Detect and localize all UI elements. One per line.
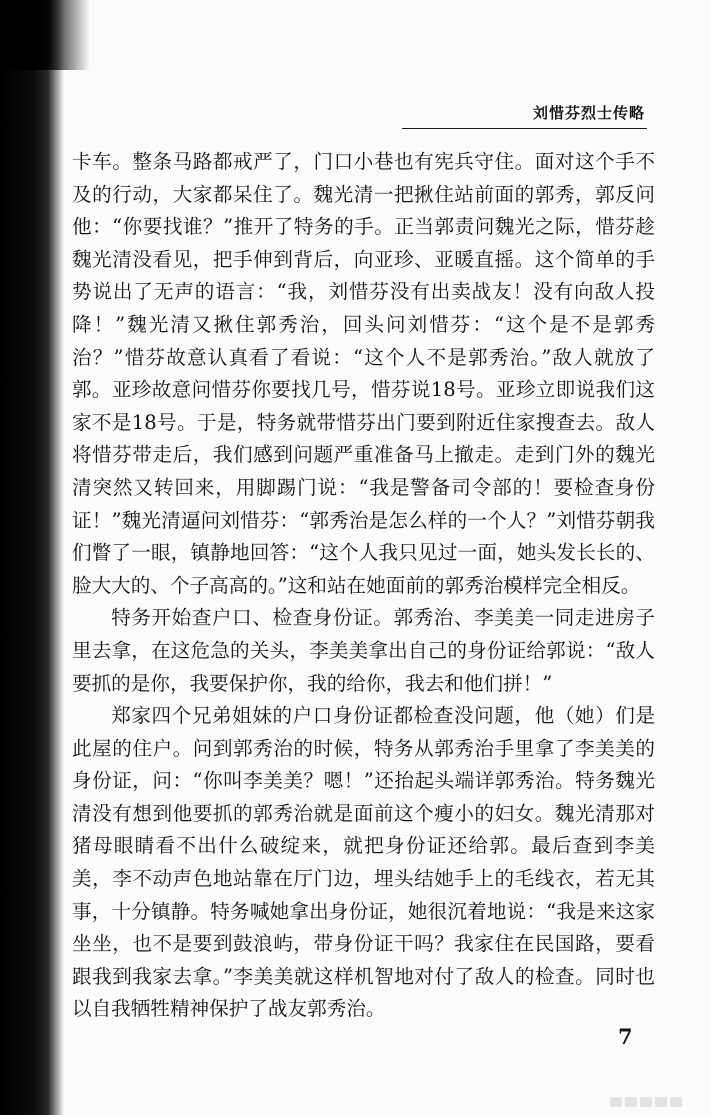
page-number: 7 (618, 1024, 633, 1049)
header-rule (402, 128, 647, 129)
corner-watermark (610, 1092, 700, 1106)
scan-binding-shadow (0, 0, 64, 1115)
paragraph-3: 郑家四个兄弟姐妹的户口身份证都检查没问题，他（她）们是此屋的住户。问到郭秀治的时候，特务从郭秀治手里拿了李美美的身份证，问：“你叫李美美？嗯！”还抬起头端详郭秀治。特务魏光清没有想到他要抓的郭秀治就是面前这个瘦小的妇女。魏光清那对猪母眼睛看不出什么破绽来，就把身份证还给郭。最后查到李美美，李不动声色地站靠在厅门边，埋头结她手上的毛线衣，若无其事，十分镇静。特务喊她拿出身份证，她很沉着地说：“我是来这家坐坐，也不是要到鼓浪屿，带身份证干吗？我家住在民国路，要看跟我到我家去拿。”李美美就这样机智地对付了敌人的检查。同时也以自我牺牲精神保护了战友郭秀治。 (72, 704, 655, 1021)
scan-corner-shadow (0, 0, 90, 70)
watermark-mark (640, 1097, 652, 1107)
watermark-mark (610, 1097, 622, 1107)
watermark-mark (625, 1097, 637, 1107)
watermark-mark (670, 1097, 682, 1107)
body-text (72, 146, 655, 1026)
paragraph-2: 特务开始查户口、检查身份证。郭秀治、李美美一同走进房子里去拿，在这危急的关头，李美美拿出自己的身份证给郭说：“敌人要抓的是你，我要保护你，我的给你，我去和他们拼！” (72, 606, 655, 695)
running-head-title: 刘惜芬烈士传略 (532, 104, 645, 122)
paragraph-1: 卡车。整条马路都戒严了，门口小巷也有宪兵守住。面对这个手不及的行动，大家都呆住了。魏光清一把揪住站前面的郭秀，郭反问他：“你要找谁？”推开了特务的手。正当郭责问魏光之际，惜芬趁魏光清没看见，把手伸到背后，向亚珍、亚暖直摇。这个简单的手势说出了无声的语言：“我，刘惜芬没有出卖战友！没有向敌人投降！”魏光清又揪住郭秀治，回头问刘惜芬：“这个是不是郭秀治？”惜芬故意认真看了看说：“这个人不是郭秀治。”敌人就放了郭。亚珍故意问惜芬你要找几号，惜芬说18号。亚珍立即说我们这家不是18号。于是，特务就带惜芬出门要到附近住家搜查去。敌人将惜芬带走后，我们感到问题严重准备马上撤走。走到门外的魏光清突然又转回来，用脚踢门说：“我是警备司令部的！要检查身份证！”魏光清逼问刘惜芬：“郭秀治是怎么样的一个人？”刘惜芬朝我们瞥了一眼，镇静地回答：“这个人我只见过一面，她头发长长的、脸大大的、个子高高的。”这和站在她面前的郭秀治模样完全相反。 (72, 150, 655, 597)
watermark-mark (655, 1097, 667, 1107)
